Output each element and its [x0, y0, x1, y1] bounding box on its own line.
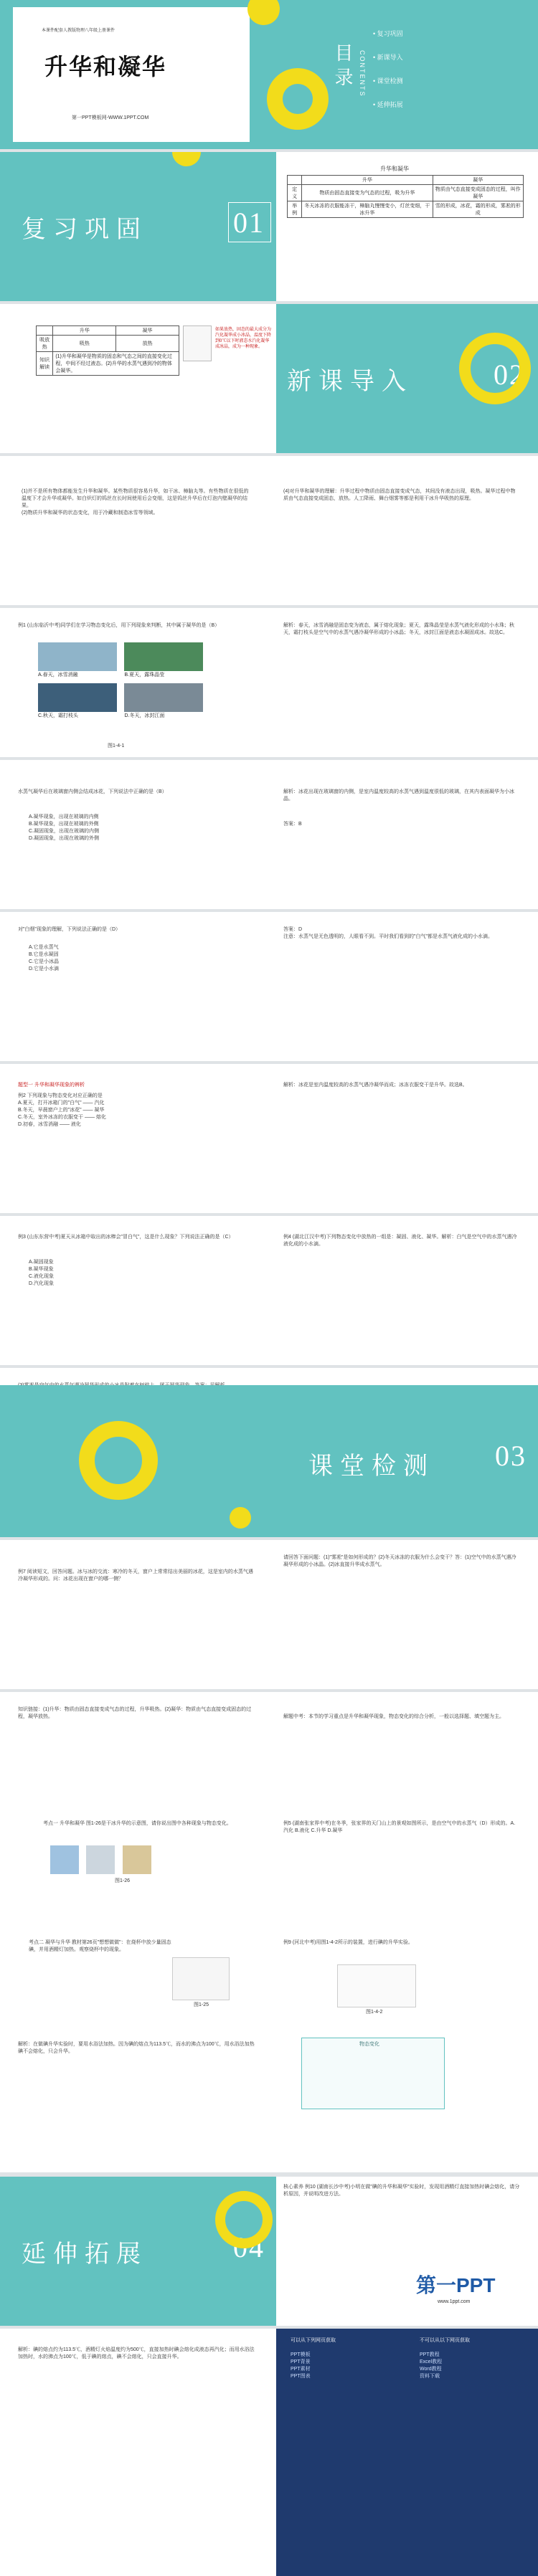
cell: 冬天冰冻的衣服能冻干，樟脑丸慢慢变小，灯丝变细，干冰升华 — [302, 201, 433, 218]
left-text: 例7 阅读短文，回答问题。冰与冰的交流：寒冷的冬天，窗户上常常结出美丽的冰花，这是室内的水蒸气遇冷凝华形成的。问：冰花出现在窗户的哪一侧？ — [18, 1569, 253, 1582]
banner-link[interactable]: PPT背景 — [291, 2359, 311, 2364]
toc-label: 目录 — [332, 43, 354, 92]
toc-list — [373, 29, 403, 109]
cell — [288, 176, 302, 185]
logo: 第一PPT — [416, 2274, 496, 2296]
cell: 物质由气态直接变成固态的过程，叫作凝华 — [433, 185, 523, 201]
option: A.凝华现象，出现在玻璃的内侧 — [29, 814, 99, 819]
section-number: 04 — [233, 2231, 265, 2263]
section-number: 03 — [495, 1440, 527, 1472]
type-heading: 题型一 升华和凝华现象的辨析 — [18, 1083, 85, 1088]
slide-example3 — [0, 912, 538, 1061]
yellow-ring — [79, 1421, 158, 1500]
side-note: 如果放热，固态的最大成分为汽化凝华成小冰晶，温度下降到0℃以下时液态水汽化凝华成冰晶，成为一种现象。 — [215, 328, 272, 349]
image-grid — [36, 640, 222, 722]
banner-link[interactable]: PPT模板 — [291, 2352, 311, 2357]
analysis-text: 解析：碘的熔点约为113.5℃，酒精灯火焰温度约为500℃，直接加热时碘会熔化成液态再汽化；而用水浴法加热时，水的沸点为100℃，低于碘的熔点，碘不会熔化，只会直接升华。 — [18, 2347, 255, 2359]
section-title: 复习巩固 — [22, 217, 148, 243]
banner-right-title: 不可以从以下网页获取 — [420, 2338, 470, 2343]
item-list — [18, 1093, 255, 1128]
slide-example2 — [0, 760, 538, 909]
option-d — [124, 683, 203, 720]
figure-caption: 图1-4-2 — [366, 2010, 383, 2015]
cell: 凝华 — [116, 326, 179, 336]
top-caption: 本课件配套人教版物理八年级上册课件 — [42, 29, 115, 33]
answer: 解析：冰花是室内温度较高的水蒸气遇冷凝华而成；冰冻衣服变干是升华。故选B。 — [283, 1083, 468, 1088]
option-label: C.秋天，霜打枝头 — [38, 713, 78, 718]
cell: 升华 — [53, 326, 116, 336]
option-list — [29, 1259, 54, 1288]
right-text: 请回答下面问题：(1)"雾凇"是如何形成的？(2)冬天冰冻的衣服为什么会变干？答：(1)空气中的水蒸气遇冷凝华形成的小冰晶。(2)冰直接升华成水蒸气。 — [283, 1555, 516, 1567]
slide-type1 — [0, 1064, 538, 1213]
figure-caption: 图1-25 — [194, 2002, 209, 2007]
option-c — [38, 683, 117, 720]
question: 例3 (山东东营中考)夏天从冰箱中取出的冰棒会"冒白气"，这是什么现象？下列说法正确的是（C） — [18, 1235, 234, 1240]
slide-notes — [0, 456, 538, 605]
cell: 吸放热 — [37, 336, 53, 352]
site-url: 第一PPT模板网-WWW.1PPT.COM — [72, 115, 149, 120]
slide-intro — [0, 304, 538, 453]
slide-review — [0, 152, 538, 301]
slide-check-1 — [0, 1540, 538, 1689]
option: B.凝华现象 — [29, 1267, 54, 1272]
option: C.它是小冰晶 — [29, 959, 59, 964]
item: C.冬天，室外冰冻的衣服变干 —— 熔化 — [18, 1115, 106, 1120]
cell: 举例 — [288, 201, 302, 218]
apparatus — [337, 1964, 416, 2007]
option-label: D.冬天，冰封江面 — [124, 713, 165, 718]
toc-item[interactable]: • 复习巩固 — [373, 30, 403, 37]
compare-table — [36, 325, 179, 376]
resource-banner — [276, 2329, 538, 2576]
option: A.凝固现象 — [29, 1260, 54, 1265]
cell: 凝华 — [433, 176, 523, 185]
option-label: B.夏天，露珠晶莹 — [124, 672, 165, 678]
fig-images — [50, 1845, 151, 1878]
cell — [37, 326, 53, 336]
option: A.它是水蒸气 — [29, 945, 59, 950]
option: D.汽化现象 — [29, 1281, 54, 1286]
toc-item[interactable]: • 延伸拓展 — [373, 101, 403, 108]
answer-key: 答案：B — [283, 822, 302, 827]
item: A.夏天，打开冰箱门的"白气" —— 汽化 — [18, 1101, 105, 1106]
section-title: 新课导入 — [287, 369, 413, 395]
toc-item[interactable]: • 新课导入 — [373, 54, 403, 61]
answer: 例4 (湖北江汉中考)下列物态变化中放热的一组是：凝固、液化、凝华。解析：白气是空气中的水蒸气遇冷液化成的小水滴。 — [283, 1235, 517, 1247]
option: D.它是小水滴 — [29, 966, 59, 971]
cell: 定义 — [288, 185, 302, 201]
toc-item-label: 课堂检测 — [377, 77, 403, 85]
option: C.凝固现象，出现在玻璃的内侧 — [29, 829, 99, 834]
answer: 答案：D 注意：水蒸气是无色透明的，人眼看不到。平时我们看到的"白气"都是水蒸气液化成的小水滴。 — [283, 927, 493, 939]
option: C.液化现象 — [29, 1274, 54, 1279]
toc-item-label: 延伸拓展 — [377, 101, 403, 108]
right-text: 核心素养 例10 (湖南长沙中考)小明在做"碘的升华和凝华"实验时，发现用酒精灯直接加热时碘会熔化，请分析原因，并说明改进方法。 — [283, 2185, 520, 2197]
figure-caption: 图1-4-1 — [108, 743, 125, 748]
cell: 知识解读 — [37, 352, 53, 376]
left-text: (1)并不是所有物体都能发生升华和凝华。某些物质很容易升华，如干冰、樟脑丸等。有些物质在很低的温度下才会升华或凝华。如白炽灯的钨丝在长时间使用后会变细，这是钨丝升华后在灯泡内壁凝华的结果。 (2)物质升华和凝华的状态变化，用于冷藏和制造冰雪等领域。 — [22, 489, 249, 515]
option-label: A.春天，冰雪消融 — [38, 672, 78, 678]
option: B.它是水凝固 — [29, 952, 59, 957]
cell: 雪的形成，冰花，霜的形成，雾凇的形成 — [433, 201, 523, 218]
toc-item[interactable]: • 课堂检测 — [373, 77, 403, 85]
illustration — [183, 325, 212, 361]
left-text: 知识链接：(1)升华：物质由固态直接变成气态的过程，升华吸热。(2)凝华：物质由气态直接变成固态的过程，凝华放热。 — [18, 1707, 252, 1719]
option-list — [29, 944, 59, 973]
toc-item-label: 新课导入 — [377, 54, 403, 61]
banner-left-title: 可以从下列网页获取 — [291, 2338, 336, 2343]
yellow-ring — [267, 68, 329, 130]
cell: (1)升华和凝华是物质的固态和气态之间的直接变化过程，中间不经过液态。(2)升华的水蒸气遇到冷的物体会凝华。 — [53, 352, 179, 376]
right-text: 例9 (河北中考)用图1-4-2所示的装置，进行碘的升华实验。 — [283, 1940, 413, 1945]
slide-check-5 — [0, 2023, 538, 2172]
banner-link[interactable]: Excel教程 — [420, 2359, 443, 2364]
slide-example1 — [0, 608, 538, 757]
main-title: 升华和凝华 — [44, 54, 167, 80]
slide-check — [0, 1385, 538, 1537]
option-b — [124, 642, 203, 679]
left-text: 解析：在做碘升华实验时，要用水浴法加热。因为碘的熔点为113.5℃，而水的沸点为100℃，用水浴法加热碘不会熔化，只会升华。 — [18, 2042, 255, 2054]
right-text: (4)对升华和凝华的理解：升华过程中物质由固态直接变成气态，其间没有液态出现，吸热。凝华过程中物质由气态直接变成固态，放热。人工降雨、舞台烟雾等都是利用干冰升华吸热的原理。 — [283, 489, 516, 501]
slide-extend — [0, 2177, 538, 2326]
option-a — [38, 642, 117, 679]
banner-link[interactable]: PPT素材 — [291, 2367, 311, 2372]
banner-link[interactable]: PPT图表 — [291, 2374, 311, 2379]
option-list — [29, 814, 244, 842]
summary-table — [287, 175, 524, 218]
slide-example4 — [0, 1216, 538, 1365]
option: D.凝固现象，出现在玻璃的外侧 — [29, 836, 99, 841]
banner-left-list — [291, 2352, 311, 2380]
num-frame — [228, 202, 271, 242]
item: 例2 下列现象与物态变化对应正确的是 — [18, 1093, 103, 1098]
question — [18, 622, 255, 629]
answer: 解析：春天，冰雪消融是固态变为液态，属于熔化现象；夏天，露珠晶莹是水蒸气液化形成的小水珠；秋天，霜打枝头是空气中的水蒸气遇冷凝华形成的小冰晶；冬天，冰封江面是液态水凝固成冰。故选C。 — [283, 623, 514, 635]
banner-link[interactable]: PPT教程 — [420, 2352, 440, 2357]
question-text: 例1 (山东临沂中考)同学们在学习物态变化后，用下列现象来判断，其中属于凝华的是（B） — [18, 623, 220, 628]
slide-title — [0, 0, 538, 149]
section-number: 02 — [494, 358, 525, 391]
state-diagram — [301, 2038, 445, 2109]
slide-final — [0, 2329, 538, 2576]
option: B.凝华现象，出现在玻璃的外侧 — [29, 822, 99, 827]
yellow-ring — [215, 2191, 273, 2248]
cell: 升华 — [302, 176, 433, 185]
cell: 吸热 — [53, 336, 116, 352]
item: B.冬天，早晨窗户上的"冰花" —— 凝华 — [18, 1108, 105, 1113]
answer: 解析：冰花出现在玻璃窗的内侧，是室内温度较高的水蒸气遇到温度很低的玻璃，在其内表面凝华为小冰晶。 — [283, 789, 514, 802]
cell: 物质由固态直接变为气态的过程，吸为升华 — [302, 185, 433, 201]
logo-sub: www.1ppt.com — [438, 2299, 471, 2304]
toc-item-label: 复习巩固 — [377, 30, 403, 37]
banner-right-list — [420, 2352, 442, 2380]
banner-link[interactable]: 资料下载 — [420, 2374, 440, 2379]
yellow-dot — [230, 1507, 251, 1529]
fig-illustration — [172, 1957, 230, 2000]
table-title: 升华和凝华 — [380, 166, 409, 172]
figure-caption: 图1-26 — [115, 1878, 131, 1883]
left-text: 考点一 升华和凝华 图1-26是干冰升华的示意图，请你说出图中各种现象与物态变化。 — [43, 1821, 232, 1826]
cell: 放热 — [116, 336, 179, 352]
banner-link[interactable]: Word教程 — [420, 2367, 442, 2372]
section-title: 延伸拓展 — [22, 2241, 148, 2268]
section-title: 课堂检测 — [308, 1453, 435, 1480]
right-text: 例5 (湖南张家界中考)在冬季，张家界的天门山上的景观如图所示，是由空气中的水蒸气（D）形成的。A.汽化 B.液化 C.升华 D.凝华 — [283, 1821, 516, 1833]
question: 水蒸气凝华后在玻璃窗内侧会结成冰花，下列说法中正确的是（B） — [18, 789, 167, 794]
section-number: 01 — [233, 206, 265, 239]
toc-en: CONTENTS — [359, 50, 366, 98]
right-text: 解题中考：本节的学习重点是升华和凝华现象，物态变化的综合分析，一般以选择题、填空题为主。 — [283, 1714, 504, 1719]
item: D.初春，冰雪消融 —— 液化 — [18, 1122, 81, 1127]
yellow-ring — [459, 333, 531, 404]
diagram-title: 物态变化 — [359, 2042, 379, 2047]
question: 对"白烟"现象的理解，下列说法正确的是（D） — [18, 927, 121, 932]
left-text: 考点二 凝华与升华 教材第26页"想想做做"：在烧杯中放少量固态碘，并用酒精灯加热。观察烧杯中的现象。 — [29, 1940, 171, 1952]
